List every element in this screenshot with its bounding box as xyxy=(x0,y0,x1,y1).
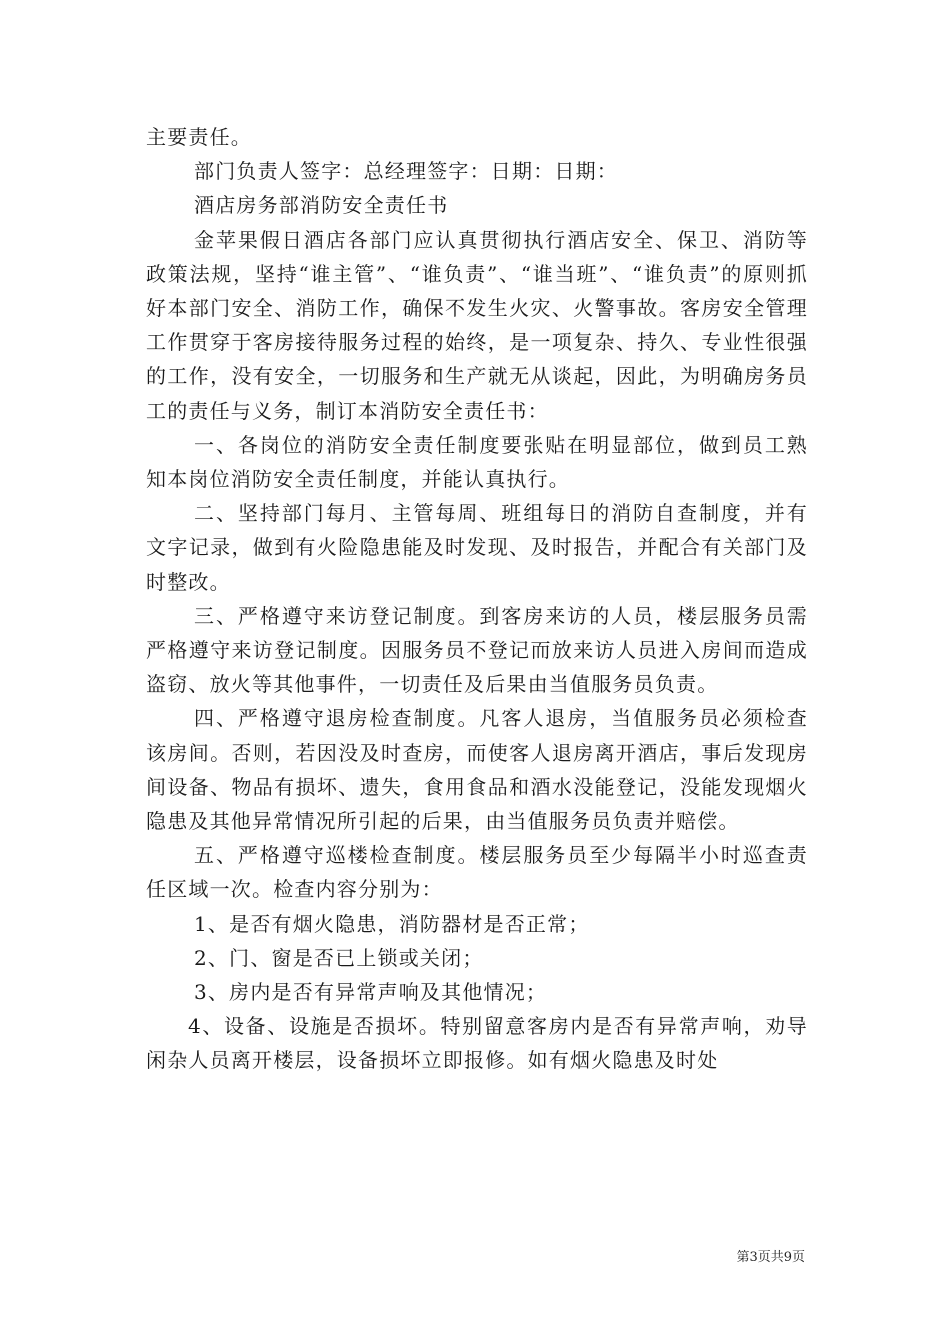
checklist-item-2: 2、门、窗是否已上锁或关闭； xyxy=(194,945,484,970)
checklist-item-3: 3、房内是否有异常声响及其他情况； xyxy=(194,980,548,1005)
section-title: 酒店房务部消防安全责任书 xyxy=(194,193,449,218)
paragraph-continuation: 主要责任。 xyxy=(146,125,252,149)
paragraph-item-1: 一、各岗位的消防安全责任制度要张贴在明显部位，做到员工熟知本岗位消防安全责任制度，并能认真执行。 xyxy=(146,432,808,492)
paragraph-item-5: 五、严格遵守巡楼检查制度。楼层服务员至少每隔半小时巡查责任区域一次。检查内容分别为： xyxy=(146,843,808,902)
paragraph-item-2: 二、坚持部门每月、主管每周、班组每日的消防自查制度，并有文字记录，做到有火险隐患能及时发现、及时报告，并配合有关部门及时整改。 xyxy=(146,501,808,594)
document-body xyxy=(146,120,808,1078)
signature-line: 部门负责人签字：总经理签字：日期：日期： xyxy=(194,159,618,184)
paragraph-item-3: 三、严格遵守来访登记制度。到客房来访的人员，楼层服务员需严格遵守来访登记制度。因服务员不登记而放来访人员进入房间而造成盗窃、放火等其他事件，一切责任及后果由当值服务员负责。 xyxy=(146,603,808,697)
paragraph-item-4: 四、严格遵守退房检查制度。凡客人退房，当值服务员必须检查该房间。否则，若因没及时查房，而使客人退房离开酒店，事后发现房间设备、物品有损坏、遗失，食用食品和酒水没能登记，没能发现烟火隐患及其他异常情况所引起的后果，由当值服务员负责并赔偿。 xyxy=(146,706,808,834)
checklist-item-1: 1、是否有烟火隐患，消防器材是否正常； xyxy=(194,911,590,936)
paragraph-intro: 金苹果假日酒店各部门应认真贯彻执行酒店安全、保卫、消防等政策法规，坚持“谁主管”、“谁负责”、“谁当班”、“谁负责”的原则抓好本部门安全、消防工作，确保不发生火灾、火警事故。客房安全管理工作贯穿于客房接待服务过程的始终，是一项复杂、持久、专业性很强的工作，没有安全，一切服务和生产就无从谈起，因此，为明确房务员工的责任与义务，制订本消防安全责任书： xyxy=(146,227,808,423)
checklist-item-4: 4、设备、设施是否损坏。特别留意客房内是否有异常声响，劝导闲杂人员离开楼层，设备损坏立即报修。如有烟火隐患及时处 xyxy=(146,1014,808,1073)
page-number: 第3页共9页 xyxy=(736,1250,805,1265)
